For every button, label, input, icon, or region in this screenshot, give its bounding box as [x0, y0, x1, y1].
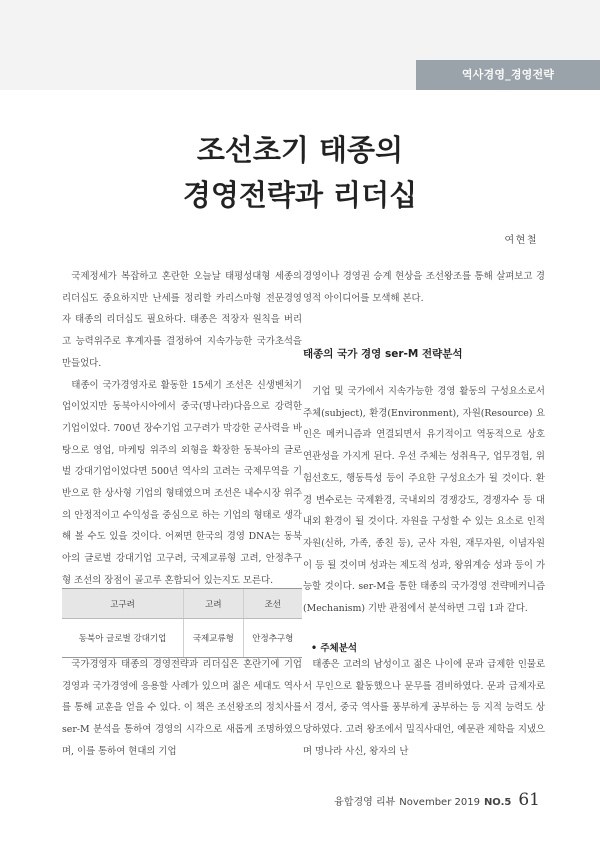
right-column [303, 266, 545, 309]
left-paragraph-1: 국제정세가 복잡하고 혼란한 오늘날 태평성대형 세종의 리더십도 중요하지만 난세를 정리할 카리스마형 전문경영자 태종의 리더십도 필요하다. 태종은 적장자 원칙을 버리고 능력위주로 후계자를 결정하여 지속가능한 국가초석을 만들었다. [62, 271, 302, 369]
table-cell-joseon: 안정추구형 [243, 619, 302, 658]
issue-number: NO.5 [483, 797, 512, 808]
title-line-1: 조선초기 태종의 [196, 133, 404, 167]
table-header-row [62, 589, 302, 619]
magazine-name: 융합경영 리뷰 [334, 797, 396, 808]
left-paragraph-3: 국가경영자 태종의 경영전략과 리더십은 혼란기에 기업경영과 국가경영에 응용할 사례가 있으며 젊은 세대도 역사를 통해 교훈을 얻을 수 있다. 이 책은 조선왕조의 정치사를 ser-M 분석을 통하여 경영의 시각으로 새롭게 조명하였으며, 이를 통하여 현대의 기업 [62, 659, 302, 757]
right-paragraph-2: 기업 및 국가에서 지속가능한 경영 활동의 구성요소로서 주체(subject), 환경(Environment), 자원(Resource) 요인은 메커니즘과 연결되면서 유기적이고 역동적으로 상호 연관성을 가지게 된다. 우선 주체는 성취욕구, 업무경험, 위험선호도, 행동특성 등이 주요한 구성요소가 될 것이다. 환경 변수로는 국제환경, 국내외의 경쟁강도, 경쟁자수 등 대내외 환경이 될 것이다. 자원을 구성할 수 있는 요소로 인적 자원(신하, 가족, 종친 등), 군사 자원, 재무자원, 이념자원이 등 될 것이며 성과는 제도적 성과, 왕위계승 성과 등이 가능할 것이다. ser-M을 통한 태종의 국가경영 전략메커니즘(Mechanism) 기반 관점에서 분석하면 그림 1과 같다. [303, 386, 545, 615]
table-cell-goryeo: 국제교류형 [184, 619, 244, 658]
right-paragraph-3: 태종은 고려의 남성이고 젊은 나이에 문과 급제한 인물로서 무인으로 활동했으나 문무를 겸비하였다. 문과 급제자로서 경서, 중국 역사를 풍부하게 공부하는 등 지적 능력도 상당하였다. 고려 왕조에서 밀직사대언, 예문관 제학을 지냈으며 명나라 사신, 왕자의 난 [303, 659, 545, 757]
table-row [62, 619, 302, 658]
table-header-goryeo: 고려 [184, 589, 244, 619]
title-line-2: 경영전략과 리더십 [182, 178, 418, 212]
page-number: 61 [518, 790, 540, 810]
section-title: 태종의 국가 경영 ser-M 전략분석 [303, 348, 463, 360]
right-paragraph-1: 경영이나 경영권 승계 현상을 조선왕조를 통해 살펴보고 경영적 아이디어를 모색해 본다. [303, 271, 545, 304]
article-title [0, 128, 600, 218]
left-column-lower [62, 654, 302, 763]
right-column-lower [303, 654, 545, 763]
issue-date: November 2019 [399, 797, 480, 808]
subsection-title: • 주체분석 [311, 643, 358, 654]
category-tag: 역사경영_경영전략 [416, 60, 600, 90]
right-column-body [303, 381, 545, 620]
left-paragraph-2: 태종이 국가경영자로 활동한 15세기 조선은 신생벤처기업이었지만 동북아시아에서 중국(명나라)다음으로 강력한 기업이었다. 700년 장수기업 고구려가 막강한 군사력을 바탕으로 영업, 마케팅 위주의 외형을 확장한 동북아의 글로벌 강대기업이었다면 500년 역사의 고려는 국제무역을 기반으로 한 상사형 기업의 형태였으며 조선은 내수시장 위주의 안정적이고 수익성을 중심으로 하는 기업의 형태로 생각해 볼 수도 있을 것이다. 어쩌면 한국의 경영 DNA는 동북아의 글로벌 강대기업 고구려, 국제교류형 고려, 안정추구형 조선의 장점이 골고루 혼합되어 있는지도 모른다. [62, 379, 302, 586]
left-column [62, 266, 302, 592]
header-band [0, 0, 600, 90]
section-1 [303, 346, 545, 366]
author-name: 여현철 [504, 235, 538, 246]
page-footer [334, 790, 540, 810]
table-header-goguryeo: 고구려 [62, 589, 184, 619]
era-comparison-table [62, 588, 302, 658]
table-header-joseon: 조선 [243, 589, 302, 619]
table-cell-goguryeo: 동북아 글로벌 강대기업 [62, 619, 184, 658]
